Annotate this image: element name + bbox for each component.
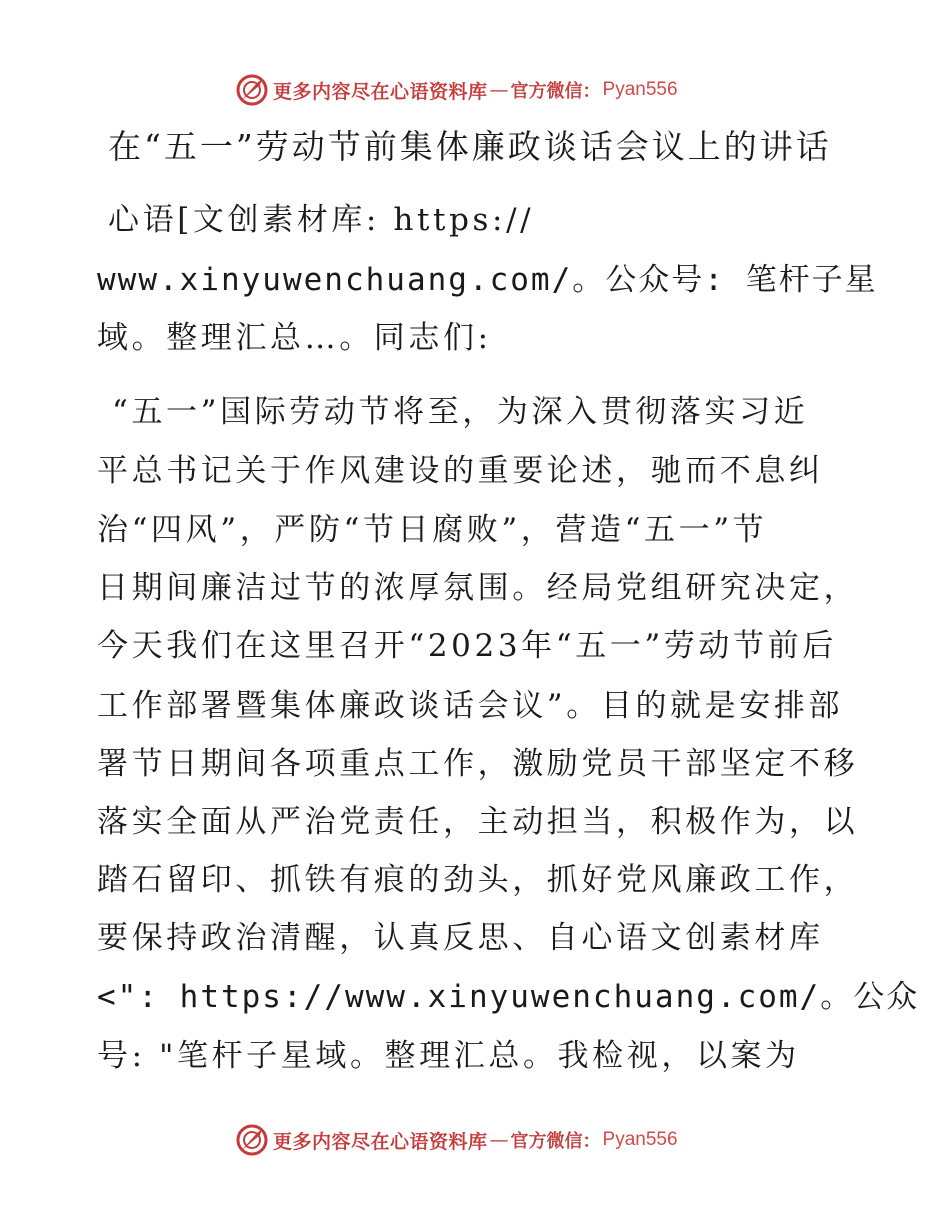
banner-wechat-label: 官方微信：: [510, 1131, 601, 1152]
banner-dash: —: [489, 1129, 509, 1151]
banner-dash: —: [489, 79, 509, 101]
body-line: 落实全面从严治党责任，主动担当，积极作为，以: [97, 804, 859, 840]
footer-banner: [235, 1123, 715, 1157]
banner-wechat-handle: Pyan556: [602, 1129, 678, 1150]
body-line: 治“四风”，严防“节日腐败”，营造“五一”节: [97, 512, 768, 548]
body-line: 心语[文创素材库: https://: [108, 202, 535, 238]
document-title: 在“五一”劳动节前集体廉政谈话会议上的讲话: [108, 127, 832, 166]
body-line: 日期间廉洁过节的浓厚氛围。经局党组研究决定，: [97, 570, 859, 606]
pen-logo-icon: [235, 1123, 269, 1157]
body-line: 今天我们在这里召开“2023年“五一”劳动节前后: [97, 628, 837, 664]
banner-wechat-handle: Pyan556: [602, 79, 678, 100]
body-line: 署节日期间各项重点工作，激励党员干部坚定不移: [97, 746, 859, 782]
banner-promo-text: 更多内容尽在心语资料库: [273, 1130, 488, 1153]
body-line: “五一”国际劳动节将至，为深入贯彻落实习近: [112, 394, 809, 430]
header-banner: [235, 73, 715, 107]
body-line: 域。整理汇总…。同志们:: [97, 320, 492, 356]
body-line: 要保持政治清醒，认真反思、自心语文创素材库: [97, 920, 824, 956]
body-line: www.xinyuwenchuang.com/。公众号: 笔杆子星: [97, 262, 878, 298]
body-line: 工作部署暨集体廉政谈话会议”。目的就是安排部: [97, 688, 844, 724]
pen-logo-icon: [235, 73, 269, 107]
body-line: <": https://www.xinyuwenchuang.com/。公众: [97, 979, 920, 1015]
banner-promo-text: 更多内容尽在心语资料库: [273, 80, 488, 103]
body-line: 平总书记关于作风建设的重要论述，驰而不息纠: [97, 453, 824, 489]
banner-wechat-label: 官方微信：: [510, 81, 601, 102]
body-line: 号: "笔杆子星域。整理汇总。我检视，以案为: [97, 1038, 800, 1074]
body-line: 踏石留印、抓铁有痕的劲头，抓好党风廉政工作，: [97, 862, 859, 898]
